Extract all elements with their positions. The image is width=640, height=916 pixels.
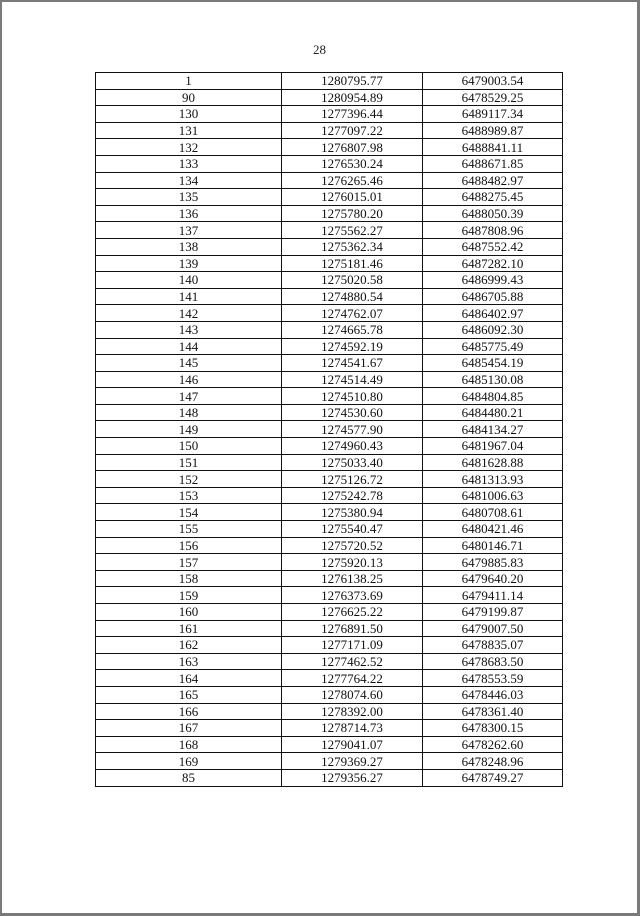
x-coordinate-cell: 1278074.60 (282, 686, 423, 703)
y-coordinate-cell: 6481628.88 (423, 454, 563, 471)
table-row (96, 554, 563, 571)
x-coordinate-cell: 1275562.27 (282, 222, 423, 239)
x-coordinate-cell: 1275362.34 (282, 238, 423, 255)
x-coordinate-cell: 1278392.00 (282, 703, 423, 720)
point-number-cell: 135 (96, 189, 282, 206)
table-row (96, 471, 563, 488)
table-row (96, 222, 563, 239)
y-coordinate-cell: 6479007.50 (423, 620, 563, 637)
table-row (96, 521, 563, 538)
y-coordinate-cell: 6479885.83 (423, 554, 563, 571)
y-coordinate-cell: 6479640.20 (423, 570, 563, 587)
point-number-cell: 132 (96, 139, 282, 156)
table-row (96, 155, 563, 172)
table-row (96, 288, 563, 305)
table-row (96, 686, 563, 703)
table-row (96, 238, 563, 255)
table-row (96, 272, 563, 289)
table-row (96, 404, 563, 421)
y-coordinate-cell: 6485130.08 (423, 371, 563, 388)
point-number-cell: 151 (96, 454, 282, 471)
point-number-cell: 130 (96, 106, 282, 123)
x-coordinate-cell: 1275242.78 (282, 487, 423, 504)
x-coordinate-cell: 1275380.94 (282, 504, 423, 521)
point-number-cell: 162 (96, 637, 282, 654)
x-coordinate-cell: 1275720.52 (282, 537, 423, 554)
y-coordinate-cell: 6478835.07 (423, 637, 563, 654)
x-coordinate-cell: 1277396.44 (282, 106, 423, 123)
table-row (96, 388, 563, 405)
point-number-cell: 152 (96, 471, 282, 488)
y-coordinate-cell: 6479411.14 (423, 587, 563, 604)
x-coordinate-cell: 1274880.54 (282, 288, 423, 305)
x-coordinate-cell: 1274592.19 (282, 338, 423, 355)
table-row (96, 769, 563, 786)
point-number-cell: 148 (96, 404, 282, 421)
table-row (96, 172, 563, 189)
y-coordinate-cell: 6478262.60 (423, 736, 563, 753)
y-coordinate-cell: 6488841.11 (423, 139, 563, 156)
table-row (96, 371, 563, 388)
x-coordinate-cell: 1275780.20 (282, 205, 423, 222)
point-number-cell: 166 (96, 703, 282, 720)
x-coordinate-cell: 1276138.25 (282, 570, 423, 587)
table-row (96, 637, 563, 654)
point-number-cell: 163 (96, 653, 282, 670)
point-number-cell: 136 (96, 205, 282, 222)
x-coordinate-cell: 1276015.01 (282, 189, 423, 206)
x-coordinate-cell: 1275020.58 (282, 272, 423, 289)
y-coordinate-cell: 6488482.97 (423, 172, 563, 189)
point-number-cell: 160 (96, 604, 282, 621)
table-row (96, 620, 563, 637)
y-coordinate-cell: 6486402.97 (423, 305, 563, 322)
point-number-cell: 161 (96, 620, 282, 637)
x-coordinate-cell: 1274514.49 (282, 371, 423, 388)
x-coordinate-cell: 1275920.13 (282, 554, 423, 571)
x-coordinate-cell: 1276265.46 (282, 172, 423, 189)
table-row (96, 73, 563, 90)
y-coordinate-cell: 6480421.46 (423, 521, 563, 538)
x-coordinate-cell: 1276891.50 (282, 620, 423, 637)
table-row (96, 753, 563, 770)
y-coordinate-cell: 6481967.04 (423, 438, 563, 455)
y-coordinate-cell: 6478529.25 (423, 89, 563, 106)
point-number-cell: 158 (96, 570, 282, 587)
point-number-cell: 142 (96, 305, 282, 322)
point-number-cell: 145 (96, 355, 282, 372)
x-coordinate-cell: 1280795.77 (282, 73, 423, 90)
point-number-cell: 141 (96, 288, 282, 305)
y-coordinate-cell: 6484480.21 (423, 404, 563, 421)
y-coordinate-cell: 6478553.59 (423, 670, 563, 687)
table-row (96, 653, 563, 670)
table-row (96, 106, 563, 123)
table-row (96, 139, 563, 156)
x-coordinate-cell: 1280954.89 (282, 89, 423, 106)
y-coordinate-cell: 6478361.40 (423, 703, 563, 720)
x-coordinate-cell: 1274960.43 (282, 438, 423, 455)
y-coordinate-cell: 6488275.45 (423, 189, 563, 206)
point-number-cell: 85 (96, 769, 282, 786)
table-row (96, 720, 563, 737)
x-coordinate-cell: 1274665.78 (282, 321, 423, 338)
table-row (96, 587, 563, 604)
table-row (96, 487, 563, 504)
table-row (96, 670, 563, 687)
x-coordinate-cell: 1276530.24 (282, 155, 423, 172)
y-coordinate-cell: 6488671.85 (423, 155, 563, 172)
table-row (96, 189, 563, 206)
y-coordinate-cell: 6478248.96 (423, 753, 563, 770)
y-coordinate-cell: 6480146.71 (423, 537, 563, 554)
x-coordinate-cell: 1277462.52 (282, 653, 423, 670)
table-row (96, 89, 563, 106)
x-coordinate-cell: 1278714.73 (282, 720, 423, 737)
x-coordinate-cell: 1276373.69 (282, 587, 423, 604)
point-number-cell: 1 (96, 73, 282, 90)
point-number-cell: 157 (96, 554, 282, 571)
y-coordinate-cell: 6488050.39 (423, 205, 563, 222)
x-coordinate-cell: 1275126.72 (282, 471, 423, 488)
y-coordinate-cell: 6487552.42 (423, 238, 563, 255)
y-coordinate-cell: 6478683.50 (423, 653, 563, 670)
point-number-cell: 144 (96, 338, 282, 355)
point-number-cell: 150 (96, 438, 282, 455)
point-number-cell: 169 (96, 753, 282, 770)
point-number-cell: 133 (96, 155, 282, 172)
table-row (96, 438, 563, 455)
point-number-cell: 137 (96, 222, 282, 239)
table-row (96, 255, 563, 272)
y-coordinate-cell: 6484134.27 (423, 421, 563, 438)
x-coordinate-cell: 1274541.67 (282, 355, 423, 372)
table-row (96, 537, 563, 554)
x-coordinate-cell: 1277764.22 (282, 670, 423, 687)
y-coordinate-cell: 6480708.61 (423, 504, 563, 521)
y-coordinate-cell: 6478446.03 (423, 686, 563, 703)
point-number-cell: 149 (96, 421, 282, 438)
y-coordinate-cell: 6487282.10 (423, 255, 563, 272)
x-coordinate-cell: 1277171.09 (282, 637, 423, 654)
y-coordinate-cell: 6479199.87 (423, 604, 563, 621)
coordinates-table (95, 72, 563, 787)
table-row (96, 454, 563, 471)
table-row (96, 321, 563, 338)
x-coordinate-cell: 1274530.60 (282, 404, 423, 421)
y-coordinate-cell: 6484804.85 (423, 388, 563, 405)
table-row (96, 604, 563, 621)
y-coordinate-cell: 6487808.96 (423, 222, 563, 239)
y-coordinate-cell: 6486999.43 (423, 272, 563, 289)
point-number-cell: 156 (96, 537, 282, 554)
y-coordinate-cell: 6486705.88 (423, 288, 563, 305)
point-number-cell: 164 (96, 670, 282, 687)
point-number-cell: 168 (96, 736, 282, 753)
x-coordinate-cell: 1274510.80 (282, 388, 423, 405)
x-coordinate-cell: 1279041.07 (282, 736, 423, 753)
table-row (96, 570, 563, 587)
table-row (96, 703, 563, 720)
y-coordinate-cell: 6481313.93 (423, 471, 563, 488)
point-number-cell: 134 (96, 172, 282, 189)
x-coordinate-cell: 1275033.40 (282, 454, 423, 471)
point-number-cell: 131 (96, 122, 282, 139)
x-coordinate-cell: 1275181.46 (282, 255, 423, 272)
x-coordinate-cell: 1276625.22 (282, 604, 423, 621)
table-row (96, 122, 563, 139)
point-number-cell: 139 (96, 255, 282, 272)
y-coordinate-cell: 6479003.54 (423, 73, 563, 90)
y-coordinate-cell: 6485775.49 (423, 338, 563, 355)
point-number-cell: 155 (96, 521, 282, 538)
y-coordinate-cell: 6478300.15 (423, 720, 563, 737)
point-number-cell: 146 (96, 371, 282, 388)
y-coordinate-cell: 6478749.27 (423, 769, 563, 786)
point-number-cell: 153 (96, 487, 282, 504)
table-row (96, 421, 563, 438)
y-coordinate-cell: 6485454.19 (423, 355, 563, 372)
point-number-cell: 143 (96, 321, 282, 338)
x-coordinate-cell: 1275540.47 (282, 521, 423, 538)
y-coordinate-cell: 6489117.34 (423, 106, 563, 123)
table-row (96, 338, 563, 355)
table-row (96, 205, 563, 222)
coordinates-table-body (96, 73, 563, 787)
x-coordinate-cell: 1276807.98 (282, 139, 423, 156)
point-number-cell: 138 (96, 238, 282, 255)
y-coordinate-cell: 6481006.63 (423, 487, 563, 504)
x-coordinate-cell: 1277097.22 (282, 122, 423, 139)
point-number-cell: 165 (96, 686, 282, 703)
x-coordinate-cell: 1279356.27 (282, 769, 423, 786)
table-row (96, 305, 563, 322)
point-number-cell: 90 (96, 89, 282, 106)
table-row (96, 736, 563, 753)
document-page (2, 2, 637, 913)
point-number-cell: 147 (96, 388, 282, 405)
x-coordinate-cell: 1279369.27 (282, 753, 423, 770)
y-coordinate-cell: 6486092.30 (423, 321, 563, 338)
point-number-cell: 159 (96, 587, 282, 604)
x-coordinate-cell: 1274762.07 (282, 305, 423, 322)
page-number: 28 (313, 42, 326, 57)
point-number-cell: 154 (96, 504, 282, 521)
table-row (96, 355, 563, 372)
y-coordinate-cell: 6488989.87 (423, 122, 563, 139)
point-number-cell: 167 (96, 720, 282, 737)
point-number-cell: 140 (96, 272, 282, 289)
x-coordinate-cell: 1274577.90 (282, 421, 423, 438)
table-row (96, 504, 563, 521)
